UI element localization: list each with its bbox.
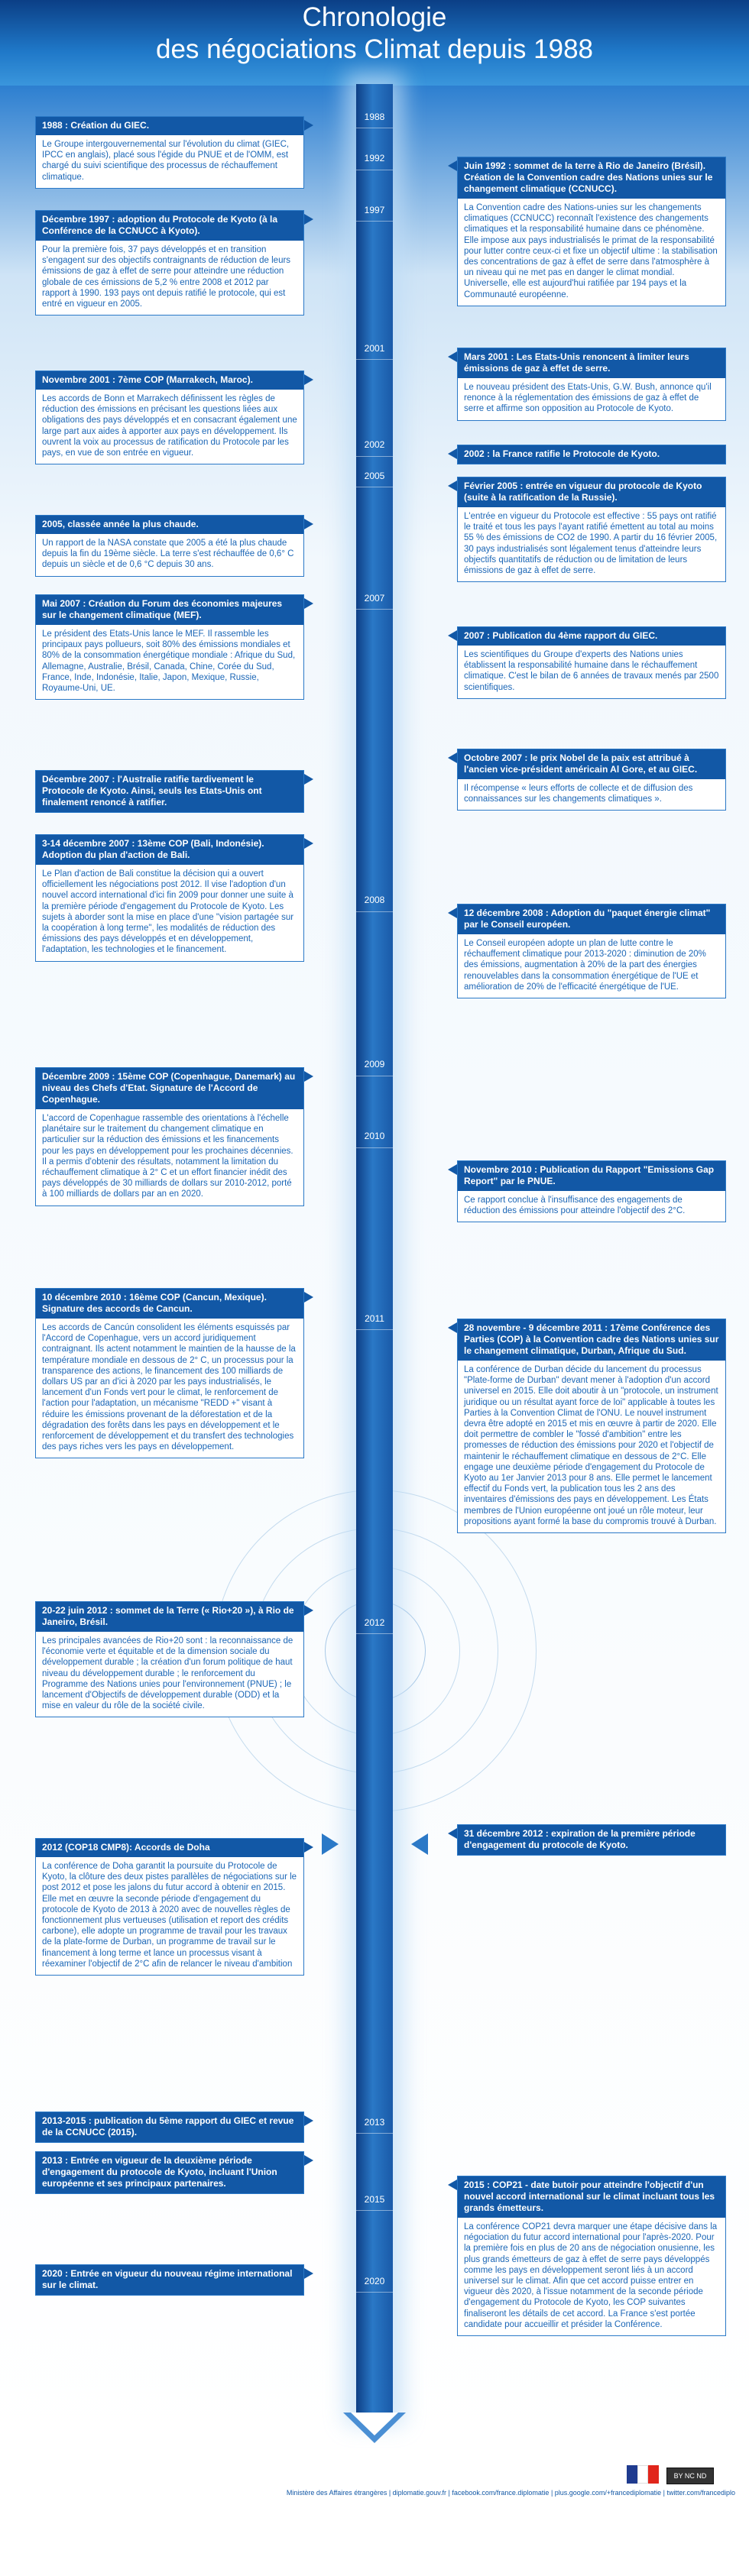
year-tick <box>356 1329 393 1330</box>
year-tick <box>356 2133 393 2134</box>
year-tick <box>356 2210 393 2211</box>
event-title: 20-22 juin 2012 : sommet de la Terre (« Rio+20 »), à Rio de Janeiro, Brésil. <box>36 1602 303 1632</box>
event-card <box>35 210 304 316</box>
event-card <box>35 1601 304 1717</box>
event-title: Décembre 2007 : l'Australie ratifie tardivement le Protocole de Kyoto. Ainsi, seuls les Etats-Unis ont finalement renoncé à ratifier. <box>36 771 303 812</box>
event-card <box>457 904 726 998</box>
event-body: Il récompense « leurs efforts de collecte et de diffusion des connaissances sur les changements climatiques ». <box>464 784 693 804</box>
event-title: 2005, classée année la plus chaude. <box>36 516 303 534</box>
event-card <box>35 770 304 813</box>
event-card <box>457 1824 726 1856</box>
event-body: Le Conseil européen adopte un plan de lutte contre le réchauffement climatique pour 2013-2020 : diminution de 20% des émissions, augmentation à 20% de la part des énergies renouvelables dans la consommation énergétique de l'UE et amélioration de 20% de l'efficacité énergétique de l'UE. <box>464 939 706 992</box>
event-card <box>35 2151 304 2194</box>
event-card <box>457 157 726 306</box>
event-body: Le Groupe intergouvernemental sur l'évolution du climat (GIEC, IPCC en anglais), placé sous l'égide du PNUE et de l'OMM, est chargé du suivi scientifique des processus de réchauffement climatique. <box>42 140 290 182</box>
event-card <box>35 2112 304 2143</box>
event-body: L'accord de Copenhague rassemble des orientations à l'échelle planétaire sur le traitement du changement climatique en particulier sur la réduction des émissions et les financements pour les pays en développement pour les prochaines décennies. Il a permis d'obtenir des résultats, notamment la limitation du réchauffement climatique à 2° C et un effort financier inédit des pays développés de 30 milliards de dollars sur 2010-2012, porté à 100 milliards de dollars par an en 2020. <box>42 1114 293 1199</box>
event-title: Février 2005 : entrée en vigueur du protocole de Kyoto (suite à la ratification de la Russie). <box>458 477 725 507</box>
event-body: La conférence COP21 devra marquer une étape décisive dans la négociation du futur accord international pour l'après-2020. Pour la première fois en plus de 20 ans de négociation onusienne, les plus grands émetteurs de gaz à effet de serre pays développés comme les pays en développement seront liés à un accord universel sur le climat. Afin que cet accord puisse entrer en vigueur dès 2020, à l'issue notamment de la seconde période d'engagement du Protocole de Kyoto, les COP suivantes finaliseront les détails de cet accord. La France s'est portée candidate pour accueillir et présider la Conférence. <box>464 2222 718 2329</box>
event-card <box>35 515 304 577</box>
event-body: La Convention cadre des Nations-unies sur les changements climatiques (CCNUCC) reconnaît l'existence des changements climatiques et la responsabilité humaine dans ce phénomène. Elle impose aux pays industrialisés le primat de la responsabilité pour lutter contre ceux-ci et fixe un objectif ultime : la stabilisation des concentrations de gaz à effet de serre dans l'atmosphère à un niveau qui ne met pas en danger le climat mondial. Universelle, elle est aujourd'hui ratifiée par 194 pays et la Communauté européenne. <box>464 203 718 299</box>
event-card <box>35 834 304 962</box>
year-label: 2002 <box>364 439 385 450</box>
header-banner <box>0 0 749 86</box>
event-title: 2020 : Entrée en vigueur du nouveau régime international sur le climat. <box>36 2265 303 2295</box>
event-card <box>35 1067 304 1206</box>
event-body: Le président des Etats-Unis lance le MEF. Il rassemble les principaux pays pollueurs, soit 80% des émissions mondiales et 80% de la consommation énergétique mondiale : Afrique du Sud, Allemagne, Australie, Brésil, Canada, Chine, Corée du Sud, France, Inde, Indonésie, Italie, Japon, Mexique, Russie, Royaume-Uni, UE. <box>42 629 296 694</box>
title-line-1: Chronologie <box>302 2 447 32</box>
event-body: Les principales avancées de Rio+20 sont : la reconnaissance de l'économie verte et équitable et de la dimension sociale du développement durable ; la création d'un forum politique de haut niveau du développement durable ; le renforcement du Programme des Nations unies pour l'environnement (PNUE) ; le lancement d'Objectifs de développement durable (ODD) et la mise en valeur du rôle de la société civile. <box>42 1636 293 1711</box>
event-body: Les accords de Bonn et Marrakech définissent les règles de réduction des émissions en précisant les questions liées aux obligations des pays développés et en consacrant également une large part aux aides à apporter aux pays en développement. Ils ouvrent la voix au processus de ratification du Protocole par les pays, en vue de son entrée en vigueur. <box>42 394 297 458</box>
event-title: 10 décembre 2010 : 16ème COP (Cancun, Mexique). Signature des accords de Cancun. <box>36 1289 303 1319</box>
year-tick <box>356 2292 393 2293</box>
year-label: 2012 <box>364 1617 385 1628</box>
year-label: 1997 <box>364 205 385 215</box>
year-label: 2011 <box>365 1313 384 1324</box>
event-title: Octobre 2007 : le prix Nobel de la paix est attribué à l'ancien vice-président américain Al Gore, et au GIEC. <box>458 749 725 779</box>
timeline-arrow-head-inner <box>351 2413 398 2435</box>
year-label: 2007 <box>364 593 385 604</box>
year-tick <box>356 911 393 912</box>
event-title: 31 décembre 2012 : expiration de la première période d'engagement du protocole de Kyoto. <box>458 1825 725 1855</box>
event-title: 2007 : Publication du 4ème rapport du GIEC. <box>458 627 725 646</box>
pointer-arrow-right <box>322 1833 339 1855</box>
event-title: 2012 (COP18 CMP8): Accords de Doha <box>36 1839 303 1857</box>
year-tick <box>356 1147 393 1148</box>
event-body: Le Plan d'action de Bali constitue la décision qui a ouvert officiellement les négociations post 2012. Il vise l'adoption d'un nouvel accord international d'ici fin 2009 pour donner une suite à la première période d'engagement du Protocole de Kyoto. Les sujets à aborder sont la mise en place d'une "vision partagée sur la coopération à long terme", les modalités de réduction des émissions des pays développés et en développement, l'adaptation, les technologies et le financement. <box>42 869 294 955</box>
year-label: 2008 <box>364 895 385 905</box>
event-card <box>35 594 304 700</box>
year-label: 1992 <box>364 153 385 163</box>
event-body: Ce rapport conclue à l'insuffisance des engagements de réduction des émissions pour atteindre l'objectif des 2°C. <box>464 1196 686 1216</box>
year-label: 2009 <box>364 1059 385 1070</box>
year-label: 2013 <box>364 2117 385 2128</box>
event-card <box>457 445 726 464</box>
year-label: 2010 <box>364 1131 385 1141</box>
event-body: Un rapport de la NASA constate que 2005 a été la plus chaude depuis la fin du 19ème siècle. La terre s'est réchauffée de 0,6° C depuis un siècle et de 0,6 °C depuis 30 ans. <box>42 539 294 570</box>
event-body: L'entrée en vigueur du Protocole est effective : 55 pays ont ratifié le traité et tous les pays l'ayant ratifié émettent au total au moins 55 % des émissions de CO2 de 1990. A partir du 16 février 2005, 30 pays industrialisés sont légalement tenus d'atteindre leurs objectifs quantitatifs de réduction ou de limitation de leurs émissions de gaz à effet de serre. <box>464 512 718 576</box>
cc-license-badge: BY NC ND <box>666 2468 714 2484</box>
year-tick <box>356 456 393 457</box>
event-title: Mai 2007 : Création du Forum des économies majeures sur le changement climatique (MEF). <box>36 595 303 625</box>
timeline-axis <box>356 84 393 2414</box>
event-title: 12 décembre 2008 : Adoption du "paquet énergie climat" par le Conseil européen. <box>458 905 725 934</box>
year-label: 2020 <box>364 2276 385 2286</box>
event-title: 3-14 décembre 2007 : 13ème COP (Bali, Indonésie). Adoption du plan d'action de Bali. <box>36 835 303 865</box>
year-label: 2001 <box>364 343 385 354</box>
event-title: 1988 : Création du GIEC. <box>36 117 303 135</box>
event-title: Mars 2001 : Les Etats-Unis renoncent à limiter leurs émissions de gaz à effet de serre. <box>458 348 725 378</box>
event-title: Novembre 2010 : Publication du Rapport "Emissions Gap Report" par le PNUE. <box>458 1161 725 1191</box>
event-body: La conférence de Doha garantit la poursuite du Protocole de Kyoto, la clôture des deux pistes parallèles de négociations sur le post 2012 et pose les jalons du futur accord à obtenir en 2015. Elle met en œuvre la seconde période d'engagement du protocole de Kyoto de 2013 à 2020 avec de nouvelles règles de fonctionnement plus vertueuses (utilisation et report des crédits carbone), elle adopte un programme de travail pour les travaux de la plate-forme de Durban, un programme de travail sur le financement à long terme et lance un processus visant à réexaminer l'objectif de 2°C afin de relancer le niveau d'ambition <box>42 1862 297 1969</box>
event-title: Juin 1992 : sommet de la terre à Rio de Janeiro (Brésil). Création de la Convention cadre des Nations unies sur le changement climatique (CCNUCC). <box>458 157 725 199</box>
event-title: Décembre 1997 : adoption du Protocole de Kyoto (à la Conférence de la CCNUCC à Kyoto). <box>36 211 303 241</box>
footer-credits <box>0 2488 749 2497</box>
event-title: 2015 : COP21 - date butoir pour atteindre l'objectif d'un nouvel accord international sur le climat incluant tous les grands émetteurs. <box>458 2176 725 2218</box>
title-line-2: des négociations Climat depuis 1988 <box>155 34 594 64</box>
year-tick <box>356 221 393 222</box>
event-title: 28 novembre - 9 décembre 2011 : 17ème Conférence des Parties (COP) à la Convention cadre des Nations unies sur le changement climatique, Durban, Afrique du Sud. <box>458 1319 725 1361</box>
pointer-arrow-left <box>411 1833 428 1855</box>
event-card <box>457 477 726 582</box>
event-card <box>35 1838 304 1976</box>
event-card <box>457 1160 726 1222</box>
year-label: 2005 <box>364 471 385 481</box>
event-card <box>35 116 304 189</box>
event-card <box>457 2176 726 2336</box>
year-tick <box>356 359 393 360</box>
event-card <box>457 626 726 699</box>
event-body: Pour la première fois, 37 pays développés et en transition s'engagent sur des objectifs contraignants de réduction de leurs émissions de gaz à effet de serre pour atteindre une réduction globale de ces émissions de 5,2 % entre 2008 et 2012 par rapport à 1990. 193 pays ont depuis ratifié le protocole, qui est entré en vigueur en 2005. <box>42 245 291 309</box>
event-body: Le nouveau président des Etats-Unis, G.W. Bush, annonce qu'il renonce à la réglementation des émissions de gaz à effet de serre et affirme son opposition au Protocole de Kyoto. <box>464 383 712 414</box>
year-tick <box>356 609 393 610</box>
year-label: 1988 <box>364 112 385 122</box>
event-card <box>457 1319 726 1533</box>
event-title: 2013-2015 : publication du 5ème rapport du GIEC et revue de la CCNUCC (2015). <box>36 2112 303 2142</box>
event-title: 2013 : Entrée en vigueur de la deuxième période d'engagement du protocole de Kyoto, incluant l'Union européenne et ses principaux partenaires. <box>36 2152 303 2193</box>
footer-text: Ministère des Affaires étrangères | diplomatie.gouv.fr | facebook.com/france.diplomatie | plus.google.com/+francediplomatie | twitter.com/francediplo <box>286 2489 735 2497</box>
event-body: Les accords de Cancún consolident les éléments esquissés par l'Accord de Copenhague, vers un accord juridiquement contraignant. Ils actent notamment le maintien de la hausse de la température mondiale en dessous de 2° C, un processus pour la transparence des actions, le financement des 100 milliards de dollars US par an d'ici à 2020 par les pays industrialisés, le lancement d'un Fonds vert pour le climat, le renforcement de l'action pour l'adaptation, un mécanisme "REDD +" visant à réduire les émissions provenant de la déforestation et de la dégradation des forêts dans les pays en développement et le renforcement de développement et du transfert des technologies des pays riches vers les pays en développement. <box>42 1323 296 1452</box>
event-card <box>35 371 304 464</box>
event-body: Les scientifiques du Groupe d'experts des Nations unies établissent la responsabilité humaine dans le réchauffement climatique. C'est le bilan de 6 années de travaux menés par 2500 scientifiques. <box>464 650 719 692</box>
page-title <box>0 2 749 66</box>
event-title: Décembre 2009 : 15ème COP (Copenhague, Danemark) au niveau des Chefs d'Etat. Signature de l'Accord de Copenhague. <box>36 1068 303 1109</box>
event-title: 2002 : la France ratifie le Protocole de Kyoto. <box>458 445 725 464</box>
year-label: 2015 <box>364 2194 385 2205</box>
event-card <box>35 1288 304 1458</box>
event-card <box>35 2264 304 2296</box>
event-title: Novembre 2001 : 7ème COP (Marrakech, Maroc). <box>36 371 303 390</box>
event-card <box>457 348 726 421</box>
french-flag-logo <box>627 2465 659 2484</box>
year-tick <box>356 1633 393 1634</box>
event-card <box>457 749 726 811</box>
event-body: La conférence de Durban décide du lancement du processus "Plate-forme de Durban" devant mener à l'adoption d'un accord universel en 2015. Elle doit aboutir à un "protocole, un instrument juridique ou un résultat ayant force de loi" applicable à toutes les Parties à la Convention Climat de l'ONU. Le nouvel instrument devra être adopté en 2015 et mis en œuvre à partir de 2020. Elle doit permettre de combler le "fossé d'ambition" entre les promesses de réduction des émissions pour 2020 et l'objectif de maintenir le réchauffement climatique en dessous de 2°C. Elle engage une deuxième période d'engagement du Protocole de Kyoto au 1er Janvier 2013 pour 8 ans. Elle permet le lancement effectif du Fonds vert, la publication tous les 2 ans des inventaires d'émissions des pays en développement. Les États membres de l'Union européenne ont joué un rôle moteur, leur propositions ayant formé la base du compromis trouvé à Durban. <box>464 1365 718 1526</box>
